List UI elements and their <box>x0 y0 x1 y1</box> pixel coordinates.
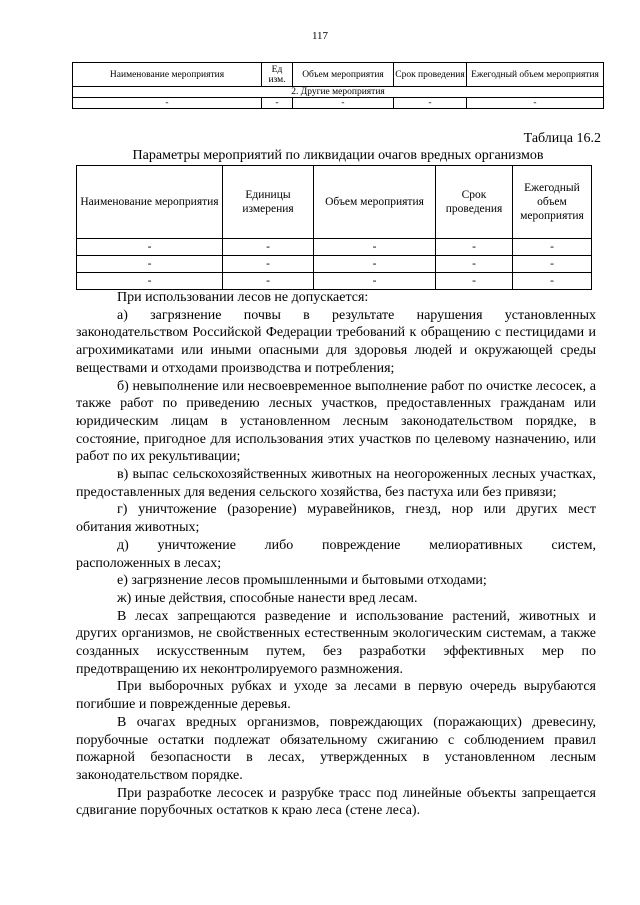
header-cell: Ежегодный объем мероприятия <box>513 166 592 239</box>
header-cell: Срок проведения <box>436 166 513 239</box>
paragraph: д) уничтожение либо повреждение мелиоративных систем, <box>117 537 596 553</box>
table-cell: - <box>394 98 467 109</box>
table-cell: - <box>436 273 513 290</box>
header-cell: Объем мероприятия <box>314 166 436 239</box>
table-row <box>77 256 592 273</box>
table-cell: - <box>513 239 592 256</box>
table-cell: - <box>513 273 592 290</box>
table-cell: - <box>77 256 223 273</box>
table-header-row <box>77 166 592 239</box>
page-number: 117 <box>311 30 329 42</box>
paragraph: а) загрязнение почвы в результате нарушения установленных законодательством Российской Федерации требований к обращению с пестицидами и агрохимикатами или иными опасными для здоровья людей и окружающей среды веществами и отходами производства и потребления; <box>76 307 596 376</box>
table-cell: - <box>314 256 436 273</box>
table-title: Параметры мероприятий по ликвидации очагов вредных организмов <box>132 148 544 163</box>
table-row <box>77 239 592 256</box>
header-cell: Ед изм. <box>262 63 293 87</box>
table-section-row <box>73 87 604 98</box>
table-cell: - <box>314 273 436 290</box>
table-cell: - <box>223 256 314 273</box>
paragraph: В лесах запрещаются разведение и использование растений, животных и других организмов, не свойственных естественным экологическим системам, а также созданных искусственным путем, без разработки эффективных мер по предотвращению их неконтролируемого размножения. <box>76 608 596 677</box>
table-cell: - <box>73 98 262 109</box>
events-table-continued <box>72 62 604 109</box>
body-text <box>76 289 596 820</box>
header-cell: Объем мероприятия <box>293 63 394 87</box>
paragraph: При разработке лесосек и разрубке трасс под линейные объекты запрещается сдвигание порубочных остатков к краю леса (стене леса). <box>76 785 596 819</box>
table-cell: - <box>293 98 394 109</box>
table-row <box>77 273 592 290</box>
paragraph: расположенных в лесах; <box>76 555 222 571</box>
table-cell: - <box>223 239 314 256</box>
table-cell: - <box>513 256 592 273</box>
pest-measures-table <box>76 165 592 290</box>
paragraph: б) невыполнение или несвоевременное выполнение работ по очистке лесосек, а также работ по приведению лесных участков, предоставленных гражданам или юридическим лицам в установленном лесным законодательством порядке, в состояние, пригодное для использования этих участков по целевому назначению, или работ по их рекультивации; <box>76 378 596 465</box>
table-cell: - <box>262 98 293 109</box>
table-row <box>73 98 604 109</box>
table-cell: - <box>436 239 513 256</box>
header-cell: Единицы измерения <box>223 166 314 239</box>
paragraph: е) загрязнение лесов промышленными и бытовыми отходами; <box>117 573 487 589</box>
header-cell: Наименование мероприятия <box>77 166 223 239</box>
paragraph: При выборочных рубках и уходе за лесами в первую очередь вырубаются погибшие и поврежденные деревья. <box>76 679 596 713</box>
table-cell: - <box>223 273 314 290</box>
table-cell: - <box>77 239 223 256</box>
table-cell: - <box>314 239 436 256</box>
table-header-row <box>73 63 604 87</box>
table-cell: - <box>436 256 513 273</box>
paragraph: В очагах вредных организмов, повреждающих (поражающих) древесину, порубочные остатки подлежат обязательному сжиганию с соблюдением правил пожарной безопасности в лесах, утвержденных в установленном лесным законодательством порядке. <box>76 714 596 783</box>
paragraph: г) уничтожение (разорение) муравейников, гнезд, нор или других мест обитания животных; <box>76 502 596 536</box>
paragraph: в) выпас сельскохозяйственных животных на неогороженных лесных участках, предоставленных для ведения сельского хозяйства, без пастуха или без привязи; <box>76 467 596 500</box>
header-cell: Срок проведения <box>394 63 467 87</box>
table-cell: - <box>77 273 223 290</box>
header-cell: Ежегодный объем мероприятия <box>467 63 604 87</box>
paragraph: При использовании лесов не допускается: <box>117 290 369 305</box>
table-cell: - <box>467 98 604 109</box>
section-title: 2. Другие мероприятия <box>73 87 604 98</box>
paragraph: ж) иные действия, способные нанести вред лесам. <box>117 590 418 606</box>
table-caption: Таблица 16.2 <box>523 131 601 146</box>
header-cell: Наименование мероприятия <box>73 63 262 87</box>
